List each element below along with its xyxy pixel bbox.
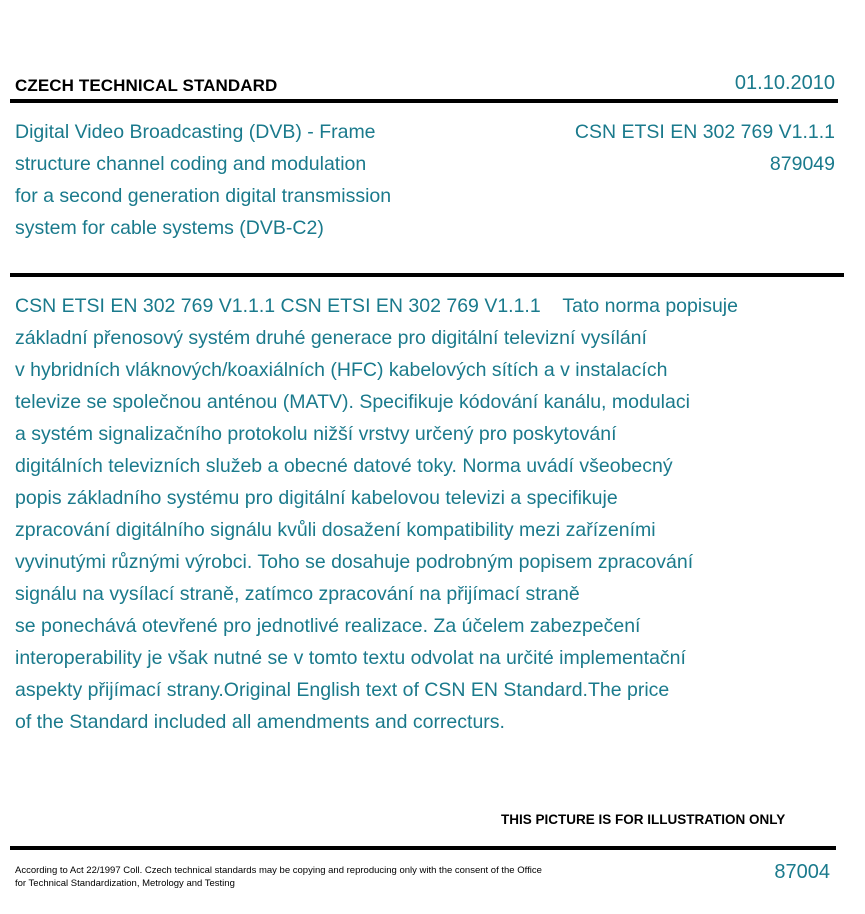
abstract-line: interoperability je však nutné se v tomto textu odvolat na určité implementační <box>15 647 686 669</box>
title-line: structure channel coding and modulation <box>15 153 367 175</box>
legal-line: for Technical Standardization, Metrology and Testing <box>15 878 235 889</box>
publication-date: 01.10.2010 <box>734 72 835 94</box>
abstract-line: CSN ETSI EN 302 769 V1.1.1 CSN ETSI EN 302 769 V1.1.1 Tato norma popisuje <box>15 295 738 317</box>
abstract-line: signálu na vysílací straně, zatímco zpracování na přijímací straně <box>15 583 580 605</box>
abstract-line: a systém signalizačního protokolu nižší vrstvy určený pro poskytování <box>15 423 617 445</box>
abstract-line: aspekty přijímací strany.Original English text of CSN EN Standard.The price <box>15 679 670 701</box>
abstract-line: zpracování digitálního signálu kvůli dosažení kompatibility mezi zařízeními <box>15 519 656 541</box>
standard-identifier <box>575 116 835 180</box>
abstract-line: v hybridních vláknových/koaxiálních (HFC) kabelových sítích a v instalacích <box>15 359 668 381</box>
standard-number: 879049 <box>769 153 835 175</box>
page-code: 87004 <box>774 861 830 883</box>
abstract-line: základní přenosový systém druhé generace pro digitální televizní vysílání <box>15 327 647 349</box>
abstract-line: popis základního systému pro digitální kabelovou televizi a specifikuje <box>15 487 618 509</box>
abstract-line: vyvinutými různými výrobci. Toho se dosahuje podrobným popisem zpracování <box>15 551 694 573</box>
header-divider <box>10 99 838 103</box>
footer-divider <box>10 846 836 850</box>
title-line: for a second generation digital transmission <box>15 185 392 207</box>
abstract-line: digitálních televizních služeb a obecné datové toky. Norma uvádí všeobecný <box>15 455 673 477</box>
abstract-line: se ponechává otevřené pro jednotlivé realizace. Za účelem zabezpečení <box>15 615 641 637</box>
title-line: system for cable systems (DVB-C2) <box>15 217 324 239</box>
title-line: Digital Video Broadcasting (DVB) - Frame <box>15 121 376 143</box>
legal-line: According to Act 22/1997 Coll. Czech technical standards may be copying and reproducing only with the consent of the Office <box>15 865 542 876</box>
standard-title <box>15 116 455 244</box>
legal-notice <box>15 864 542 890</box>
abstract-line: of the Standard included all amendments and correcturs. <box>15 711 505 733</box>
document-type-label: CZECH TECHNICAL STANDARD <box>15 76 278 95</box>
illustration-notice: THIS PICTURE IS FOR ILLUSTRATION ONLY <box>501 812 786 827</box>
standard-code: CSN ETSI EN 302 769 V1.1.1 <box>574 121 835 143</box>
abstract-text <box>15 290 845 738</box>
abstract-line: televize se společnou anténou (MATV). Specifikuje kódování kanálu, modulaci <box>15 391 690 413</box>
title-divider <box>10 273 844 277</box>
